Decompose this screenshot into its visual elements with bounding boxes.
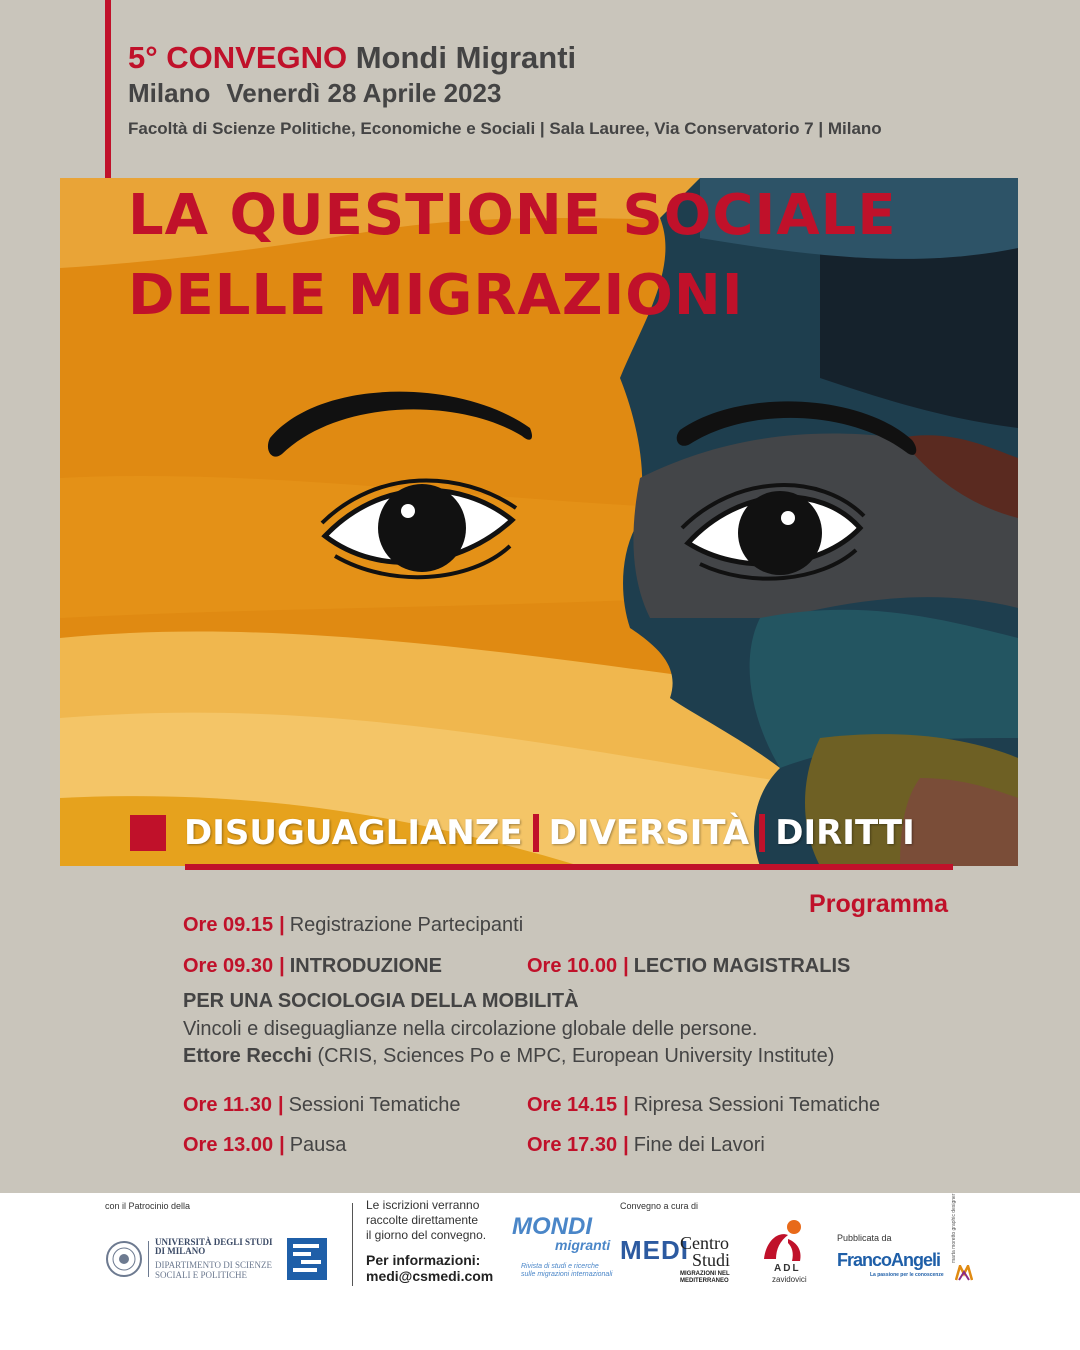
tagline-square	[130, 815, 166, 851]
program-item: Ore 14.15 | Ripresa Sessioni Tematiche	[527, 1094, 881, 1116]
tagline-underline	[185, 864, 953, 870]
registration-line-2: raccolte direttamente	[366, 1213, 479, 1227]
program-item: Ore 09.30 | INTRODUZIONE	[183, 955, 442, 977]
event-date-line	[128, 78, 501, 109]
unimi-line-1: UNIVERSITÀ DEGLI STUDI	[155, 1237, 273, 1247]
program-time: Ore 09.30	[183, 955, 274, 977]
program-item: Ore 09.15 | Registrazione Partecipanti	[183, 914, 524, 936]
lecture-subtitle: Vincoli e diseguaglianze nella circolazione globale delle persone.	[183, 1018, 758, 1040]
program-item: Ore 11.30 | Sessioni Tematiche	[183, 1094, 461, 1116]
event-number: 5° CONVEGNO	[128, 40, 348, 75]
publisher-logo: FrancoAngeli	[837, 1250, 941, 1270]
event-name: Mondi Migranti	[355, 40, 577, 75]
mondi-tagline-1: Rivista di studi e ricerche	[521, 1263, 599, 1270]
title-line-2: DELLE MIGRAZIONI	[128, 263, 744, 328]
program-text: Sessioni Tematiche	[288, 1094, 461, 1116]
department-logo-icon	[287, 1238, 327, 1280]
patronage-label: con il Patrocinio della	[105, 1201, 191, 1211]
program-time: Ore 10.00	[527, 955, 618, 977]
program-item: Ore 17.30 | Fine dei Lavori	[527, 1134, 765, 1156]
registration-line-3: il giorno del convegno.	[366, 1228, 487, 1242]
speaker-affiliation: (CRIS, Sciences Po e MPC, European University Institute)	[317, 1045, 835, 1067]
program-heading: Programma	[809, 890, 948, 918]
program-time: Ore 17.30	[527, 1134, 618, 1156]
published-label: Pubblicata da	[837, 1233, 892, 1243]
tagline-separator	[759, 814, 765, 852]
adl-logo-icon	[758, 1219, 810, 1265]
title-line-1: LA QUESTIONE SOCIALE	[128, 183, 897, 248]
program-time: Ore 09.15	[183, 914, 274, 936]
mondi-tagline-2: sulle migrazioni internazionali	[521, 1271, 613, 1278]
centro-studi-line-2: Studi	[692, 1250, 731, 1270]
university-seal-icon	[105, 1240, 143, 1278]
tagline-word-1: DISUGUAGLIANZE	[184, 813, 523, 853]
adl-sub: zavidovici	[772, 1275, 807, 1284]
lecture-speaker	[183, 1045, 834, 1068]
centro-studi-line-1: Centro	[680, 1233, 729, 1253]
program-text: Registrazione Partecipanti	[289, 914, 524, 936]
program-item: Ore 10.00 | LECTIO MAGISTRALIS	[527, 955, 851, 977]
curated-label: Convegno a cura di	[620, 1201, 699, 1211]
program-text: Fine dei Lavori	[633, 1134, 765, 1156]
info-email[interactable]: medi@csmedi.com	[366, 1268, 494, 1284]
tagline-word-2: DIVERSITÀ	[548, 813, 750, 853]
program-time: Ore 11.30	[183, 1094, 272, 1116]
speaker-name: Ettore Recchi	[183, 1045, 312, 1067]
program-text: Pausa	[289, 1134, 347, 1156]
registration-line-1: Le iscrizioni verranno	[366, 1198, 480, 1212]
adl-word: ADL	[774, 1263, 801, 1274]
designer-credit: marta moretto graphic designer	[951, 1193, 957, 1263]
tagline-word-3: DIRITTI	[775, 813, 915, 853]
program-text: INTRODUZIONE	[289, 955, 442, 977]
centro-studi-line-3: MIGRAZIONI NEL	[680, 1271, 730, 1277]
event-date: Venerdì 28 Aprile 2023	[226, 78, 502, 108]
unimi-line-4: SOCIALI E POLITICHE	[155, 1270, 247, 1280]
unimi-line-3: DIPARTIMENTO DI SCIENZE	[155, 1260, 272, 1270]
centro-studi-line-4: MEDITERRANEO	[680, 1278, 729, 1284]
event-city: Milano	[128, 78, 211, 108]
program-item: Ore 13.00 | Pausa	[183, 1134, 347, 1156]
medi-logo: MEDI	[620, 1235, 689, 1265]
main-title	[128, 176, 897, 336]
tagline	[130, 810, 915, 856]
designer-logo-icon	[955, 1265, 973, 1281]
publisher-tagline: La passione per le conoscenze	[870, 1272, 944, 1278]
lecture-title: PER UNA SOCIOLOGIA DELLA MOBILITÀ	[183, 990, 579, 1012]
program-time: Ore 14.15	[527, 1094, 618, 1116]
mondi-logo-word-1: MONDI	[512, 1213, 592, 1240]
program-text: LECTIO MAGISTRALIS	[633, 955, 851, 977]
tagline-separator	[533, 814, 539, 852]
event-heading	[128, 40, 576, 76]
footer-divider	[352, 1203, 353, 1286]
program-text: Ripresa Sessioni Tematiche	[633, 1094, 881, 1116]
info-label: Per informazioni:	[366, 1252, 481, 1268]
sponsor-footer	[0, 1193, 1080, 1350]
unimi-line-2: DI MILANO	[155, 1246, 206, 1256]
program-time: Ore 13.00	[183, 1134, 274, 1156]
mondi-logo-word-2: migranti	[555, 1237, 611, 1253]
event-venue: Facoltà di Scienze Politiche, Economiche e Sociali | Sala Lauree, Via Conservatorio 7 | Milano	[128, 119, 882, 138]
